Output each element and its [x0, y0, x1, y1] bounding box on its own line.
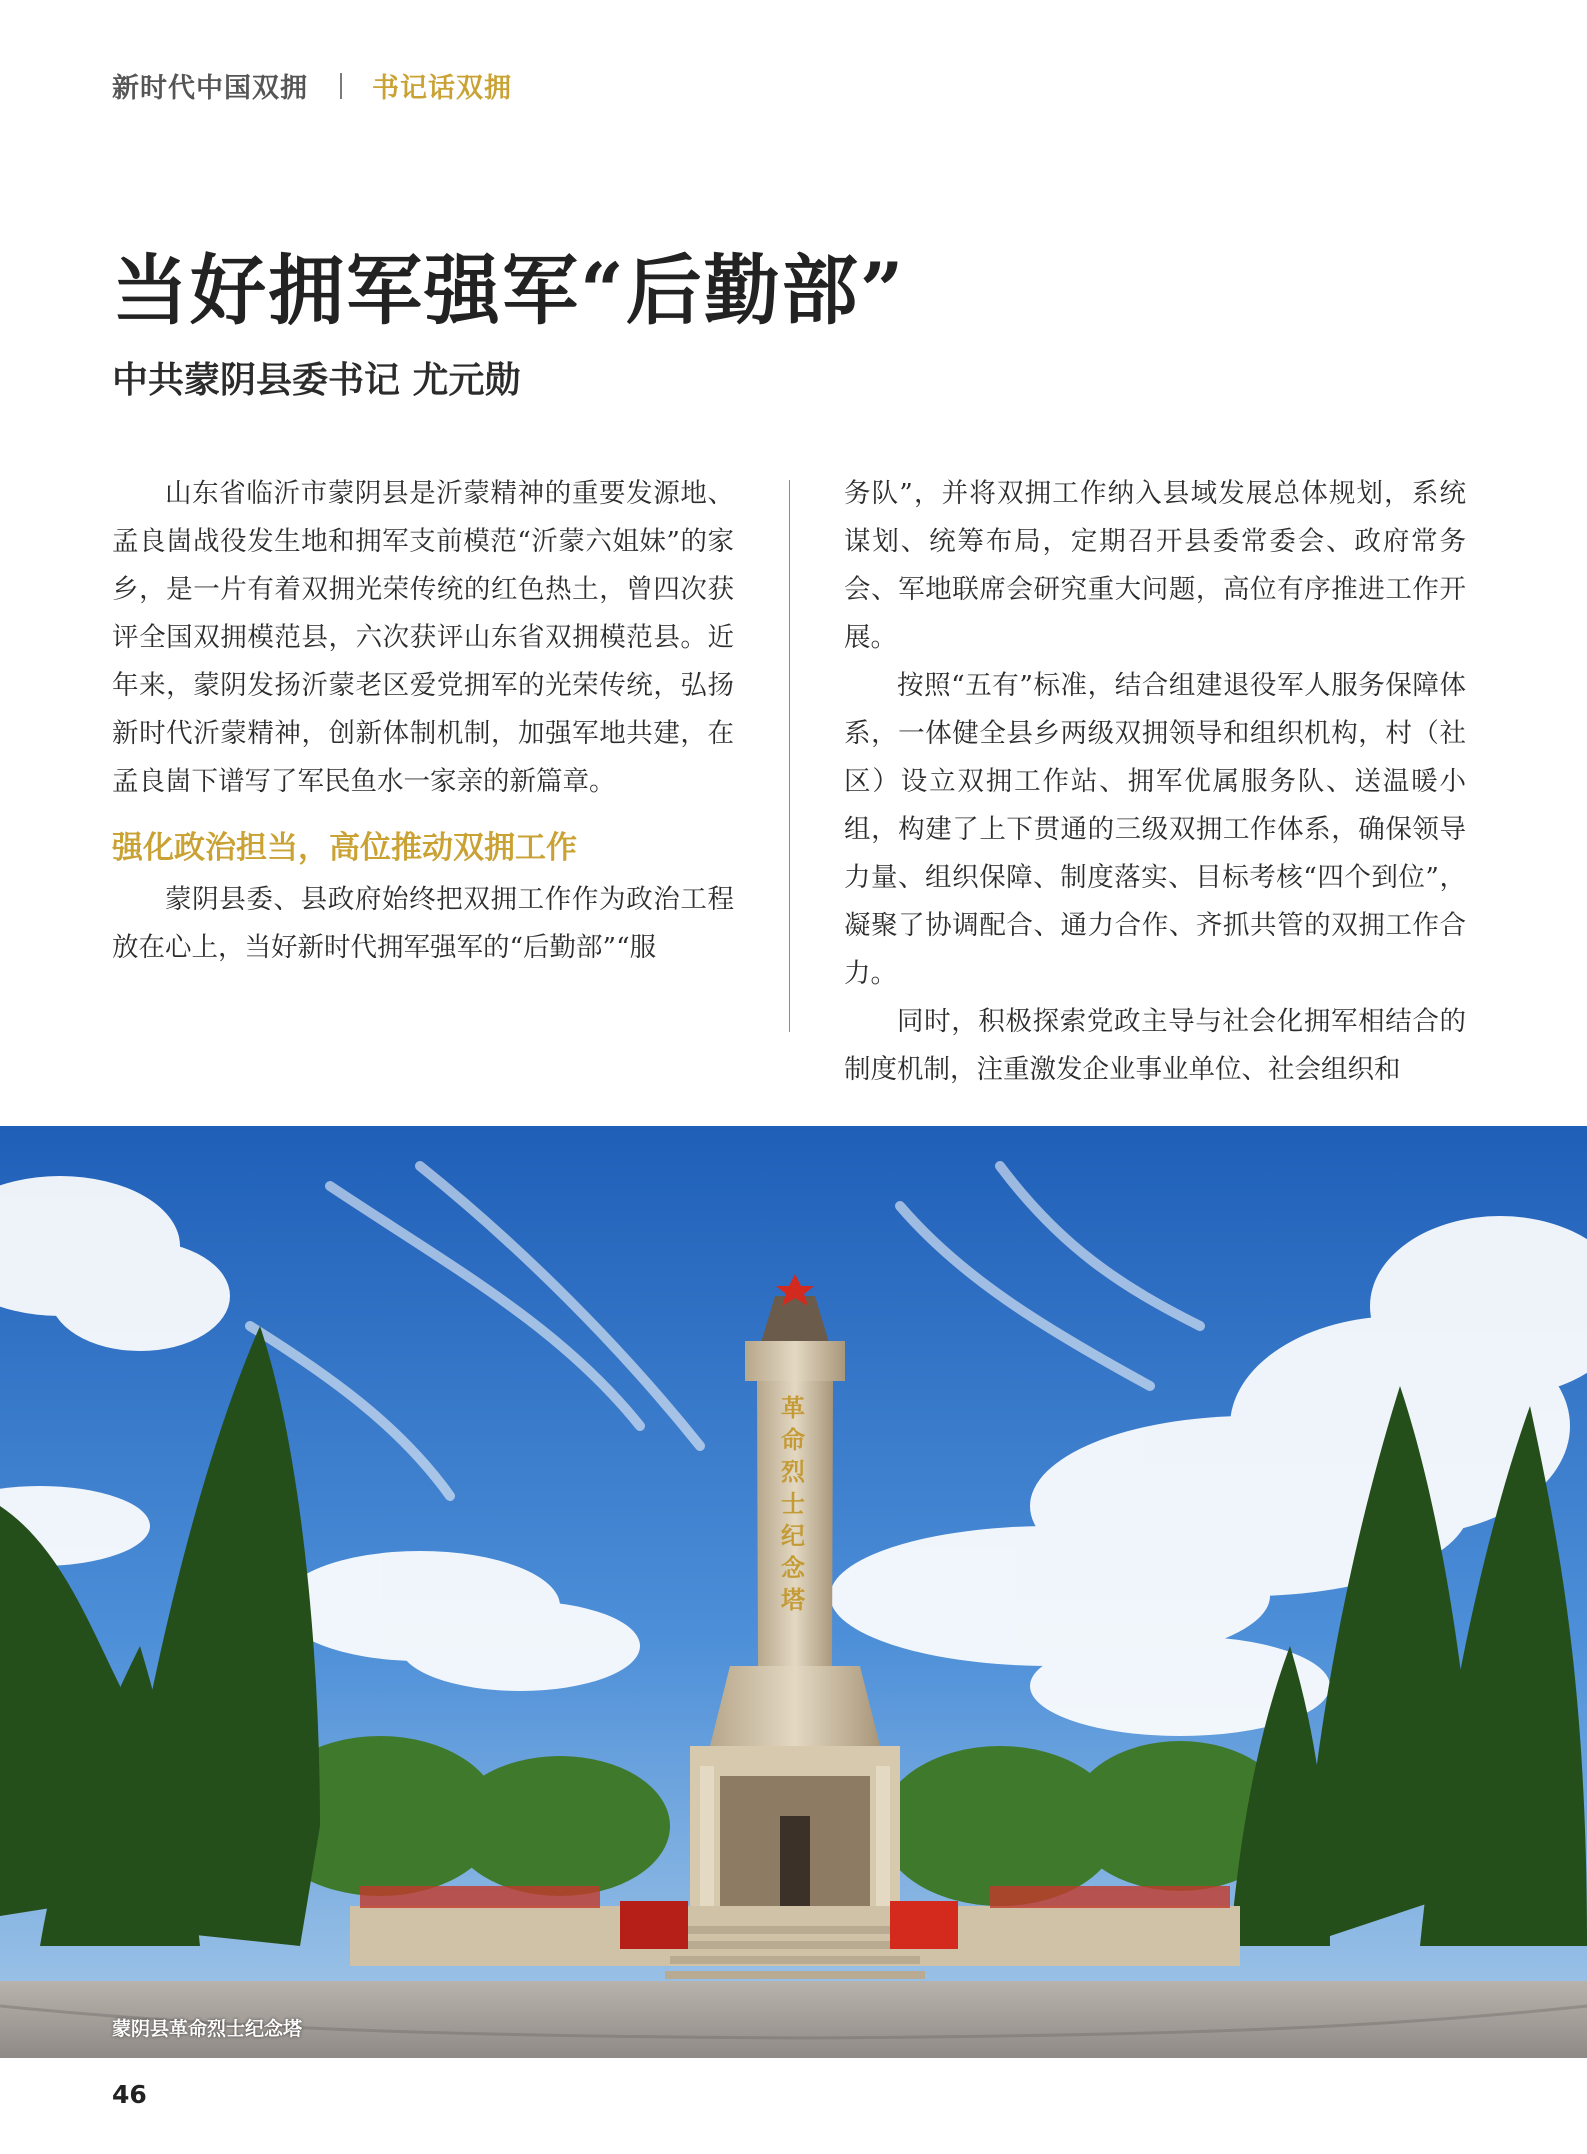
info-board: [620, 1901, 688, 1949]
inscription-char: 烈: [781, 1457, 805, 1486]
column-name: 书记话双拥: [372, 73, 512, 104]
article-title: 当好拥军强军“后勤部”: [112, 246, 906, 335]
paragraph: 蒙阴县委、县政府始终把双拥工作作为政治工程放在心上，当好新时代拥军强军的“后勤部”“服: [112, 884, 734, 963]
section-subheading: 强化政治担当，高位推动双拥工作: [112, 830, 577, 866]
svg-text:革命烈士纪念塔: [780, 1393, 806, 1614]
memorial-photo: [0, 1126, 1587, 2058]
inscription-char: 纪: [781, 1521, 805, 1550]
left-column: [112, 470, 734, 972]
inscription-char: 士: [781, 1489, 805, 1518]
tower-inscription: [780, 1393, 806, 1614]
header-divider: [340, 73, 342, 99]
page-number: 46: [112, 2080, 147, 2109]
section-name: 新时代中国双拥: [112, 73, 308, 104]
inscription-char: 命: [781, 1425, 805, 1454]
article-author: 中共蒙阴县委书记 尤元勋: [112, 360, 521, 401]
paragraph: 同时，积极探索党政主导与社会化拥军相结合的制度机制，注重激发企业事业单位、社会组织和: [844, 1006, 1466, 1085]
inscription-char: 念: [781, 1553, 805, 1582]
flower-bed: [990, 1886, 1230, 1908]
column-divider: [789, 480, 790, 1032]
paragraph: 按照“五有”标准，结合组建退役军人服务保障体系，一体健全县乡两级双拥领导和组织机构，村（社区）设立双拥工作站、拥军优属服务队、送温暖小组，构建了上下贯通的三级双拥工作体系，确保领导力量、组织保障、制度落实、目标考核“四个到位”，凝聚了协调配合、通力合作、齐抓共管的双拥工作合力。: [844, 670, 1466, 989]
paragraph: 山东省临沂市蒙阴县是沂蒙精神的重要发源地、孟良崮战役发生地和拥军支前模范“沂蒙六姐妹”的家乡，是一片有着双拥光荣传统的红色热土，曾四次获评全国双拥模范县，六次获评山东省双拥模范县。近年来，蒙阴发扬沂蒙老区爱党拥军的光荣传统，弘扬新时代沂蒙精神，创新体制机制，加强军地共建，在孟良崮下谱写了军民鱼水一家亲的新篇章。: [112, 478, 734, 797]
party-flag-board: [890, 1901, 958, 1949]
running-header: [112, 66, 512, 105]
inscription-char: 革: [781, 1393, 805, 1422]
photo-caption: 蒙阴县革命烈士纪念塔: [112, 2018, 303, 2040]
paragraph: 务队”，并将双拥工作纳入县域发展总体规划，系统谋划、统筹布局，定期召开县委常委会、政府常务会、军地联席会研究重大问题，高位有序推进工作开展。: [844, 478, 1466, 653]
right-column: [844, 470, 1466, 1094]
flower-bed: [360, 1886, 600, 1908]
inscription-char: 塔: [781, 1585, 805, 1614]
